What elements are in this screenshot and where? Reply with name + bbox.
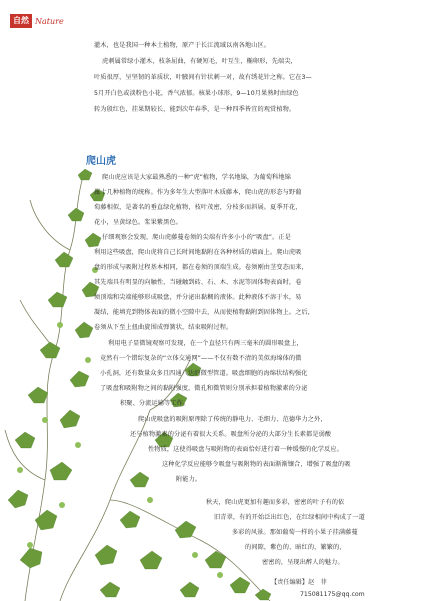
body-line: 积聚、分流运输等工作。	[120, 400, 190, 407]
body-line: 萄藤相似，是著名的垂直绿化植物，枝叶茂密，分枝多而斜展。夏季开花，	[94, 204, 302, 211]
body-line: 还与植物激素的分泌有着很大关系。吸盘所分泌的大部分生长素都是弱酸	[130, 431, 332, 438]
body-line: 盘的形成与吸附过程基本相同，都在卷须的顶端生成。卷须刚由茎变态而来，	[94, 264, 308, 271]
body-line: 了吸盘和吸附物之间的黏附强度，微孔和微管则分别承担着植物激素的分泌	[100, 385, 308, 392]
body-line: 这种化学反应能够令吸盘与吸附物的表面渐渐镶合，增强了吸盘的吸	[162, 461, 351, 468]
intro-line: 转为殷红色，挂果期较长，能到次年春季，是一种四季皆宜的观赏植物。	[94, 106, 296, 113]
body-line: 竟然有一个错综复杂的“立体交通网”——不仅有数不清的美似海绵体的微	[100, 355, 302, 362]
intro-line: 叶质很厚，呈坚韧的革质状，叶腋间有针状刺一对，故有绣花针之称。它在3—	[94, 74, 312, 81]
intro-line: 灌木，也是我国一种本土植物，原产于长江流域以南各地山区。	[94, 42, 271, 49]
intro-line: 5月开白色或淡粉色小花，香气浓郁。核果小球形，9—10月果熟时由绿色	[94, 90, 299, 97]
body-line: 旧青翠，有的开始泛出红色，在红绿相间中构成了一道	[214, 514, 365, 521]
body-line: 性物质，这使得吸盘与吸附物的表面恰好进行着一种缓慢的化学反应。	[148, 446, 343, 453]
section-title: 爬山虎	[86, 156, 116, 167]
body-line: 属十几种植物的统称。作为多年生大型落叶木质藤本，爬山虎的形态与野葡	[94, 189, 302, 196]
body-line: 密密的，呈现出醉人的魅力。	[262, 559, 344, 566]
editor-email: 715081175@qq.com	[300, 591, 365, 598]
body-line: 利用这些吸盘，爬山虎将自己长时间地黏附在各种材质的墙面上。爬山虎吸	[94, 249, 302, 256]
section-tag-en: Nature	[35, 16, 64, 26]
body-line: 的间隙，紫色的、暗红的，繁繁的，	[245, 544, 346, 551]
body-line: 爬山虎应该是大家最熟悉的一种“虎”植物，学名地锦，为葡萄科地锦	[102, 174, 291, 181]
body-line: 其先端具有明显的向触性，当碰触到砖、石、木、水泥等固体物表面时，卷	[94, 279, 302, 286]
body-line: 秋天，爬山虎更加有趣而多彩，密密的叶子有的依	[206, 499, 345, 506]
editor-credit: 【责任编辑】赵 菲	[271, 579, 327, 586]
section-tag: 自然	[10, 14, 32, 28]
section-header	[10, 14, 64, 28]
body-line: 凝结，能填充到物体表面的微小空隙中去，从而使植物黏附到固体物上。之后，	[94, 309, 315, 316]
body-line: 卷须从下至上扭曲旋围成弹簧状，结束吸附过程。	[94, 324, 233, 331]
body-line: 小孔洞，还有数量众多且四通八达的微型管道。吸盘细胞的海绵状结构强化	[100, 370, 308, 377]
body-line: 须顶端和尖端能够形成吸盘，并分泌出黏稠的液体。此种液体不溶于水，易	[94, 294, 302, 301]
body-line: 仔细观察会发现，爬山虎藤蔓卷须的尖端有许多小小的“吸盘”。正是	[102, 234, 291, 241]
body-line: 爬山虎吸盘的吸附原理除了传统的静电力、毛细力、范德华力之外，	[138, 416, 327, 423]
body-line: 利用电子显微镜观察可发现，在一个直径只有两三毫米的圆形吸盘上，	[108, 340, 303, 347]
intro-line: 虎刺属常绿小灌木，枝条屈曲，有硬短毛，叶互生，椭卵形，先端尖，	[102, 58, 297, 65]
body-line: 附能力。	[176, 476, 202, 483]
body-line: 多彩的风景。那如葡萄一样的小果子挂满藤蔓	[232, 529, 358, 536]
body-line: 花小，呈黄绿色。浆果紫黑色。	[94, 219, 183, 226]
